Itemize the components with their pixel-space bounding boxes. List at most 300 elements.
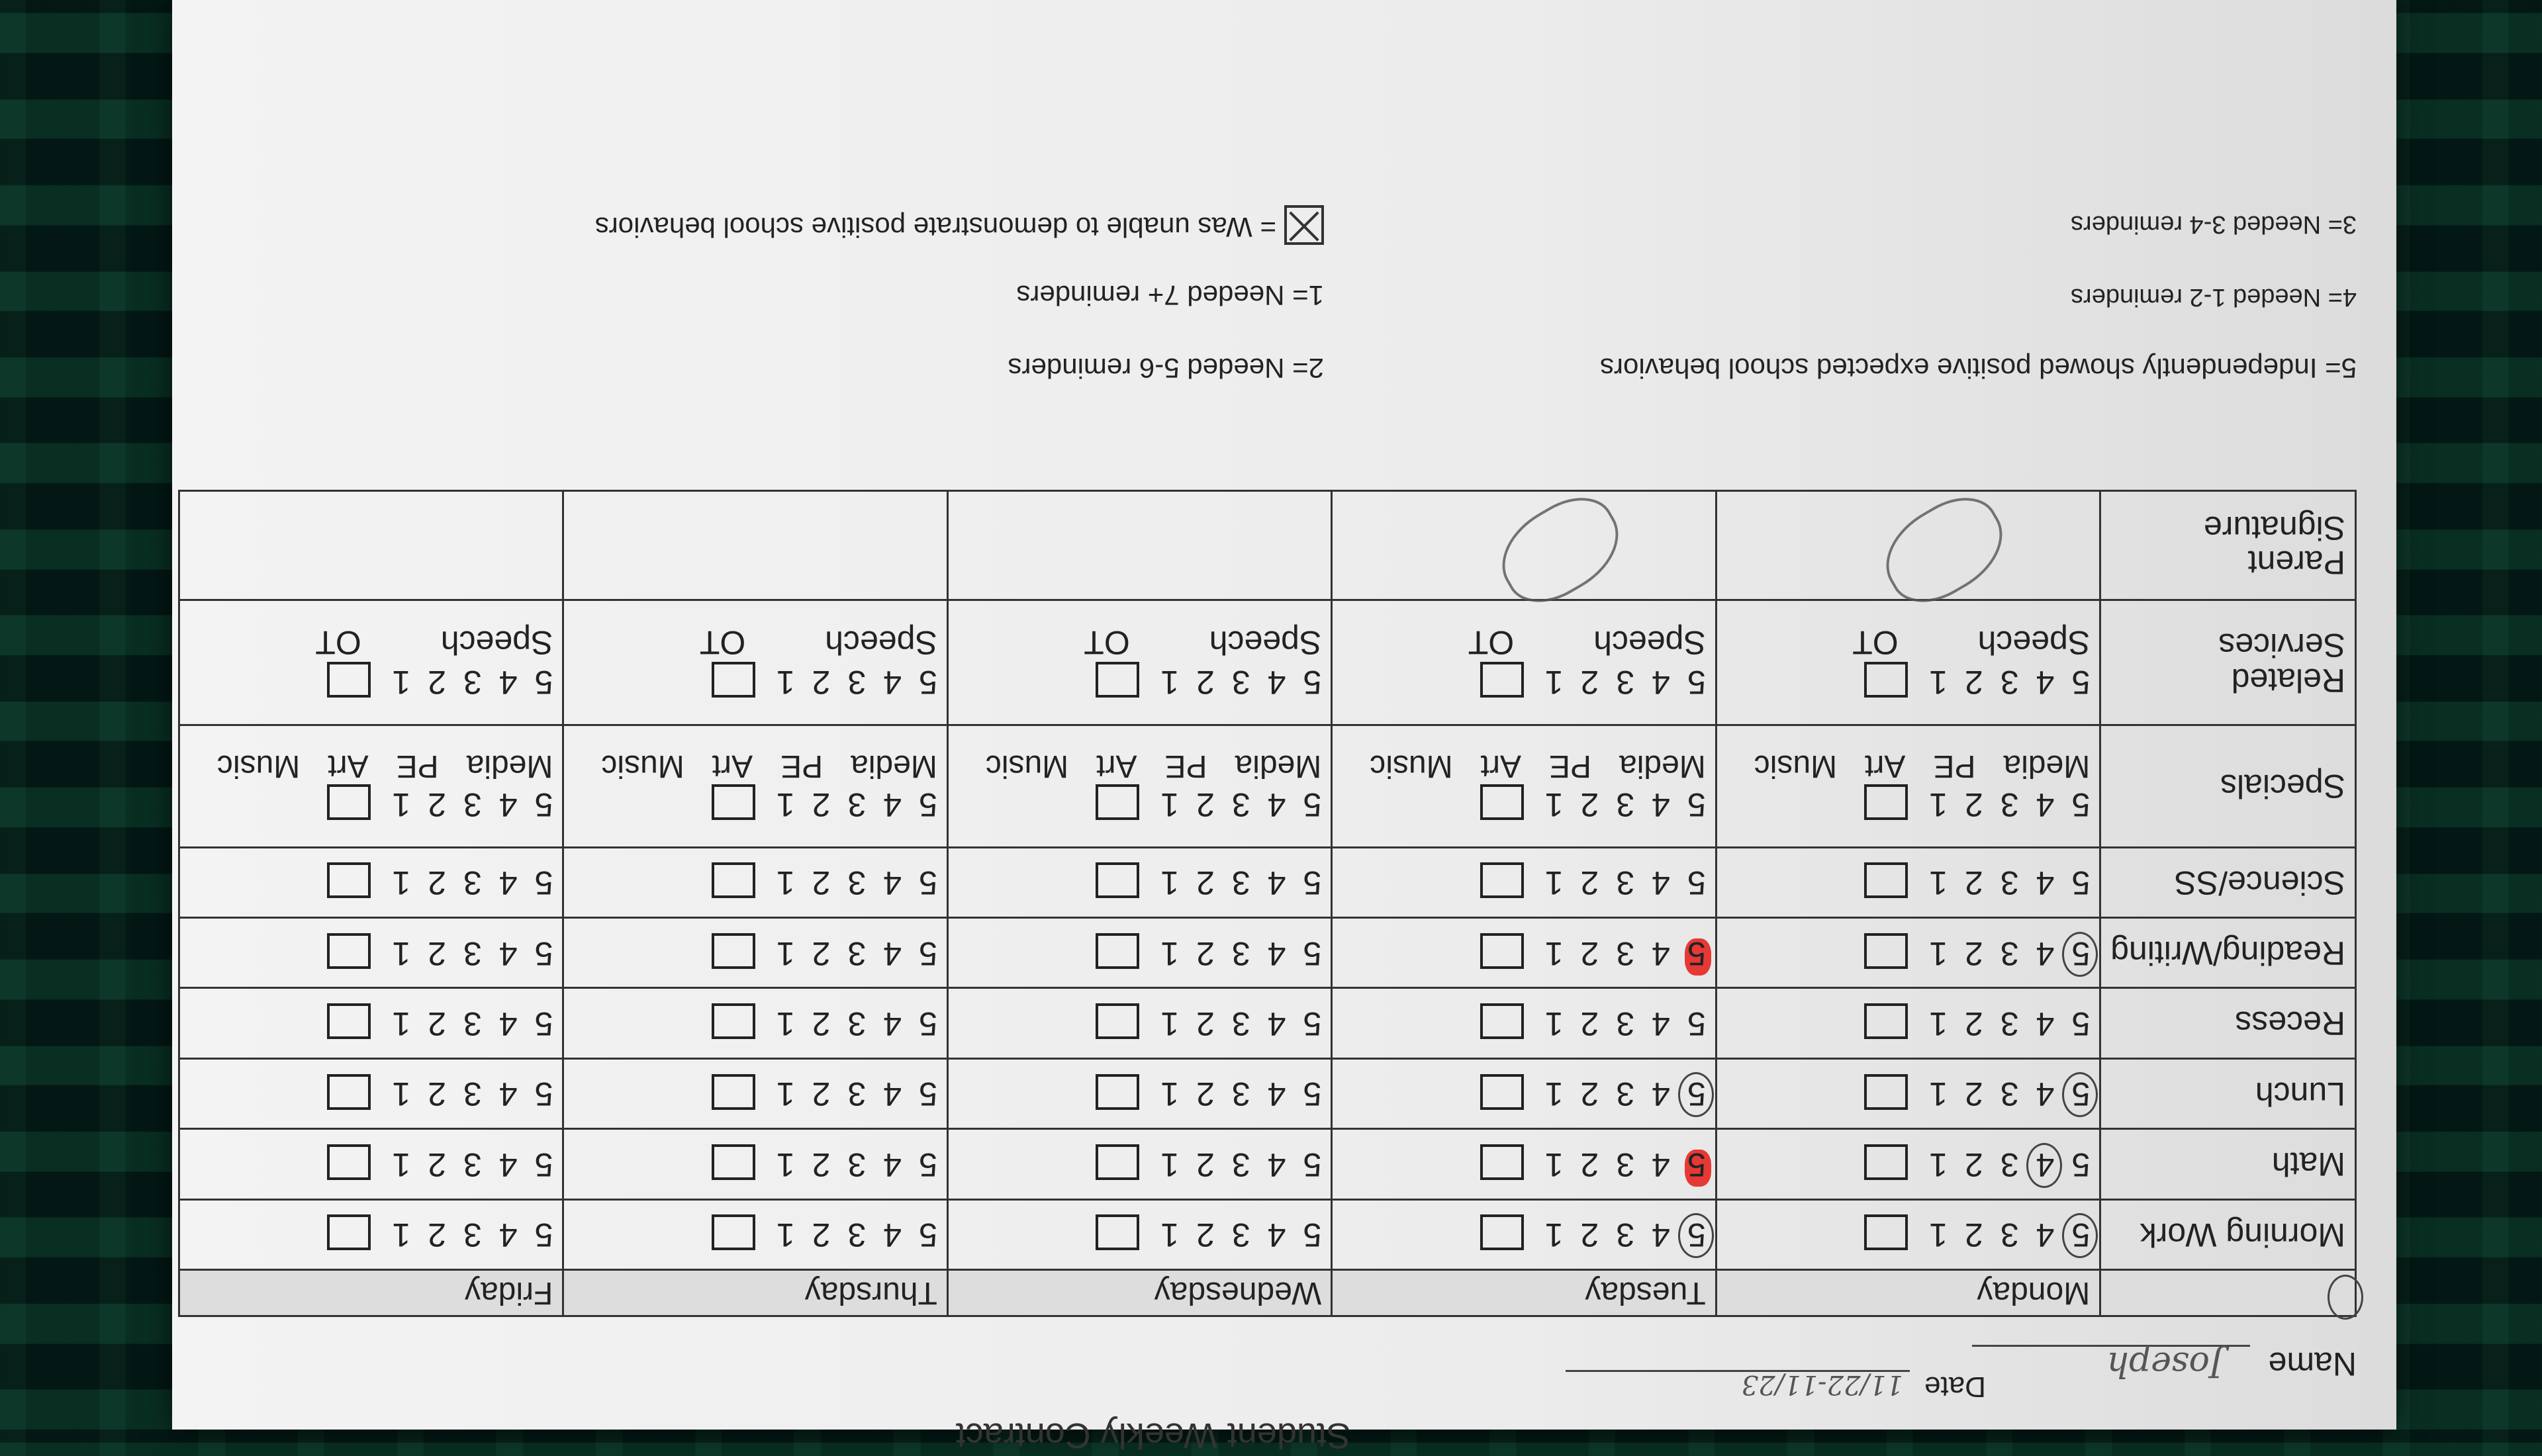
rating-number[interactable]: 3: [1229, 934, 1250, 972]
rating-number[interactable]: 4: [2033, 934, 2055, 972]
legend-5: 5= Independently showed positive expected school behaviors: [1600, 353, 2357, 384]
rating-number[interactable]: 4: [880, 786, 902, 824]
legend-3: 3= Needed 3-4 reminders: [2071, 210, 2357, 238]
related-option[interactable]: OT: [315, 624, 361, 662]
specials-option[interactable]: Art: [712, 749, 753, 784]
rating-number[interactable]: 3: [845, 663, 867, 701]
rating-number[interactable]: 5: [1300, 864, 1322, 902]
rating-number[interactable]: 5: [2069, 786, 2091, 824]
rating-number[interactable]: 2: [809, 1075, 831, 1113]
x-checkbox[interactable]: [1096, 784, 1139, 820]
rating-number[interactable]: 1: [1158, 934, 1180, 972]
rating-number[interactable]: 4: [1264, 1216, 1286, 1254]
rating-number[interactable]: 2: [425, 786, 446, 824]
rating-number[interactable]: 1: [773, 864, 795, 902]
rating-number[interactable]: 4: [1264, 663, 1286, 701]
rating-number[interactable]: 5: [1684, 1216, 1706, 1254]
specials-option[interactable]: Media: [466, 749, 553, 784]
x-checkbox[interactable]: [1864, 662, 1908, 698]
day-header: Tuesday: [1332, 1270, 1716, 1316]
rating-number[interactable]: 5: [1684, 1075, 1706, 1113]
rating-number[interactable]: 5: [1684, 1146, 1706, 1183]
specials-option[interactable]: Media: [1235, 749, 1322, 784]
rating-number[interactable]: 1: [773, 1216, 795, 1254]
rating-number[interactable]: 4: [496, 864, 518, 902]
rating-number[interactable]: 4: [880, 934, 902, 972]
x-checkbox[interactable]: [1864, 1214, 1908, 1250]
x-checkbox[interactable]: [327, 1074, 371, 1110]
rating-number[interactable]: 5: [916, 1075, 937, 1113]
rating-cell: [1716, 847, 2100, 917]
rating-number[interactable]: 3: [845, 864, 867, 902]
rating-number[interactable]: 3: [460, 1005, 482, 1043]
rating-cell: [1332, 1129, 1716, 1199]
rating-number[interactable]: 5: [532, 1075, 553, 1113]
specials-option[interactable]: Art: [1480, 749, 1521, 784]
rating-number[interactable]: 4: [880, 1075, 902, 1113]
related-rating: [1342, 662, 1705, 702]
rating-number[interactable]: 2: [1577, 1216, 1599, 1254]
rating-number[interactable]: 3: [1613, 1075, 1635, 1113]
rating-number[interactable]: 3: [1229, 1146, 1250, 1183]
related-option[interactable]: Speech: [1593, 624, 1706, 662]
rating-number[interactable]: 2: [1961, 1146, 1983, 1183]
rating-number[interactable]: 3: [1229, 864, 1250, 902]
rating-number[interactable]: 3: [460, 1216, 482, 1254]
specials-option[interactable]: Music: [601, 749, 684, 784]
x-checkbox[interactable]: [1096, 1214, 1139, 1250]
rating-number[interactable]: 4: [1649, 1146, 1670, 1183]
rating-number[interactable]: 2: [1194, 1005, 1215, 1043]
related-option[interactable]: OT: [1468, 624, 1515, 662]
rating-number[interactable]: 1: [773, 934, 795, 972]
rating-number[interactable]: 4: [880, 1216, 902, 1254]
x-checkbox[interactable]: [1864, 784, 1908, 820]
rating-number[interactable]: 2: [809, 786, 831, 824]
rating-number[interactable]: 1: [1158, 864, 1180, 902]
rating-number[interactable]: 3: [1229, 1216, 1250, 1254]
rating-number[interactable]: 5: [2069, 1216, 2091, 1254]
rating-number[interactable]: 2: [1577, 1146, 1599, 1183]
related-option[interactable]: OT: [699, 624, 746, 662]
rating-number[interactable]: 5: [1300, 663, 1322, 701]
rating-number[interactable]: 4: [880, 1146, 902, 1183]
related-services-cell: [563, 600, 947, 725]
signature-cell[interactable]: [179, 491, 563, 600]
rating-number[interactable]: 3: [1997, 1005, 2019, 1043]
rating-number[interactable]: 2: [1961, 934, 1983, 972]
rating-number[interactable]: 1: [773, 663, 795, 701]
rating-number[interactable]: 1: [1542, 1075, 1564, 1113]
specials-option[interactable]: PE: [780, 749, 824, 784]
rating-number[interactable]: 3: [845, 1005, 867, 1043]
rating-number[interactable]: 5: [1300, 1005, 1322, 1043]
rating-number[interactable]: 1: [389, 1005, 411, 1043]
rating-number[interactable]: 1: [1158, 786, 1180, 824]
rating-cell: [563, 847, 947, 917]
specials-option[interactable]: Media: [2003, 749, 2091, 784]
rating-number[interactable]: 5: [916, 663, 937, 701]
rating-number[interactable]: 2: [425, 663, 446, 701]
rating-number[interactable]: 5: [1300, 1075, 1322, 1113]
rating-number[interactable]: 2: [1577, 663, 1599, 701]
rating-cell: [1332, 847, 1716, 917]
rating-number[interactable]: 1: [1542, 934, 1564, 972]
rating-number[interactable]: 1: [1926, 663, 1948, 701]
rating-number[interactable]: 3: [460, 864, 482, 902]
x-checkbox[interactable]: [327, 1144, 371, 1180]
rating-number[interactable]: 2: [1577, 1005, 1599, 1043]
rating-number[interactable]: 5: [916, 1146, 937, 1183]
rating-number[interactable]: 3: [1613, 1005, 1635, 1043]
rating-number[interactable]: 5: [1684, 864, 1706, 902]
rating-number[interactable]: 2: [1577, 864, 1599, 902]
rating-number[interactable]: 4: [1264, 934, 1286, 972]
x-checkbox[interactable]: [712, 1003, 755, 1039]
rating-number[interactable]: 4: [2033, 1146, 2055, 1183]
rating-number[interactable]: 2: [1194, 1146, 1215, 1183]
rating-number[interactable]: 3: [845, 786, 867, 824]
rating-number[interactable]: 2: [1194, 663, 1215, 701]
x-checkbox[interactable]: [1864, 933, 1908, 969]
signature-cell[interactable]: [1332, 491, 1716, 600]
rating-number[interactable]: 2: [1577, 934, 1599, 972]
rating-number[interactable]: 5: [2069, 663, 2091, 701]
rating-number[interactable]: 3: [1229, 663, 1250, 701]
rating-number[interactable]: 1: [1926, 786, 1948, 824]
rating-number[interactable]: 5: [532, 864, 553, 902]
rating-number[interactable]: 1: [1926, 1075, 1948, 1113]
rating-number[interactable]: 4: [496, 663, 518, 701]
x-checkbox[interactable]: [1096, 1074, 1139, 1110]
rating-number[interactable]: 1: [1158, 663, 1180, 701]
rating-number[interactable]: 3: [1997, 786, 2019, 824]
rating-number[interactable]: 3: [1997, 864, 2019, 902]
x-checkbox[interactable]: [712, 1074, 755, 1110]
rating-number[interactable]: 3: [460, 934, 482, 972]
rating-number[interactable]: 1: [1542, 786, 1564, 824]
x-checkbox[interactable]: [1864, 1074, 1908, 1110]
rating-number[interactable]: 1: [1926, 1146, 1948, 1183]
rating-number[interactable]: 1: [1926, 1216, 1948, 1254]
rating-number[interactable]: 1: [1158, 1005, 1180, 1043]
rating-number[interactable]: 4: [496, 1146, 518, 1183]
rating-number[interactable]: 1: [773, 1146, 795, 1183]
rating-number[interactable]: 4: [496, 1216, 518, 1254]
rating-number[interactable]: 2: [1961, 1216, 1983, 1254]
rating-number[interactable]: 4: [1264, 1005, 1286, 1043]
specials-option[interactable]: PE: [396, 749, 439, 784]
rating-number[interactable]: 4: [880, 663, 902, 701]
rating-number[interactable]: 4: [1264, 786, 1286, 824]
rating-number[interactable]: 2: [809, 864, 831, 902]
x-checkbox[interactable]: [1096, 862, 1139, 898]
parent-signature-row: [179, 491, 2355, 600]
rating-number[interactable]: 1: [1926, 864, 1948, 902]
related-option[interactable]: Speech: [440, 624, 553, 662]
rating-number[interactable]: 1: [1542, 1216, 1564, 1254]
rating-number[interactable]: 2: [1194, 1075, 1215, 1113]
rating-number[interactable]: 4: [2033, 1075, 2055, 1113]
rating-number[interactable]: 3: [1613, 786, 1635, 824]
rating-number[interactable]: 3: [460, 1075, 482, 1113]
x-checkbox[interactable]: [1480, 1074, 1524, 1110]
specials-option[interactable]: Media: [851, 749, 937, 784]
rating-number[interactable]: 3: [1229, 1005, 1250, 1043]
rating-number[interactable]: 3: [1229, 1075, 1250, 1113]
x-checkbox[interactable]: [327, 784, 371, 820]
rating-number[interactable]: 2: [1577, 1075, 1599, 1113]
rating-number[interactable]: 3: [1613, 1216, 1635, 1254]
x-checkbox[interactable]: [327, 1214, 371, 1250]
rating-number[interactable]: 5: [916, 1005, 937, 1043]
rating-number[interactable]: 4: [1649, 786, 1670, 824]
rating-number[interactable]: 3: [1613, 864, 1635, 902]
rating-number[interactable]: 1: [1158, 1075, 1180, 1113]
rating-number[interactable]: 2: [1961, 786, 1983, 824]
rating-number[interactable]: 4: [1649, 1075, 1670, 1113]
rating-number[interactable]: 1: [1542, 1005, 1564, 1043]
related-option[interactable]: Speech: [825, 624, 937, 662]
rating-number[interactable]: 5: [2069, 1146, 2091, 1183]
x-checkbox[interactable]: [1864, 1003, 1908, 1039]
rating-number[interactable]: 5: [532, 934, 553, 972]
x-checkbox[interactable]: [1480, 1214, 1524, 1250]
rating-number[interactable]: 1: [1542, 864, 1564, 902]
rating-number[interactable]: 3: [460, 663, 482, 701]
x-checkbox[interactable]: [1480, 862, 1524, 898]
row-label: Math: [2100, 1129, 2356, 1199]
rating-number[interactable]: 1: [1158, 1146, 1180, 1183]
rating-number[interactable]: 3: [845, 1216, 867, 1254]
signature-cell[interactable]: [947, 491, 1331, 600]
rating-number[interactable]: 4: [2033, 1216, 2055, 1254]
specials-option[interactable]: Art: [328, 749, 369, 784]
rating-cell: [179, 988, 563, 1058]
x-checkbox[interactable]: [327, 662, 371, 698]
rating-number[interactable]: 3: [845, 1075, 867, 1113]
rating-number[interactable]: 4: [880, 1005, 902, 1043]
rating-number[interactable]: 2: [425, 1146, 446, 1183]
rating-number[interactable]: 1: [389, 1075, 411, 1113]
rating-number[interactable]: 5: [2069, 1075, 2091, 1113]
x-checkbox[interactable]: [712, 662, 755, 698]
rating-number[interactable]: 4: [1649, 934, 1670, 972]
rating-number[interactable]: 4: [496, 934, 518, 972]
specials-option[interactable]: Music: [1370, 749, 1453, 784]
related-option[interactable]: Speech: [1977, 624, 2091, 662]
rating-cell: [1716, 1129, 2100, 1199]
rating-number[interactable]: 2: [1961, 1005, 1983, 1043]
related-options: [573, 623, 937, 662]
rating-number[interactable]: 4: [496, 786, 518, 824]
x-checkbox[interactable]: [712, 1214, 755, 1250]
rating-number[interactable]: 5: [2069, 934, 2091, 972]
rating-number[interactable]: 3: [460, 1146, 482, 1183]
specials-option[interactable]: Art: [1096, 749, 1137, 784]
rating-number[interactable]: 5: [1300, 1146, 1322, 1183]
rating-number[interactable]: 1: [389, 663, 411, 701]
rating-number[interactable]: 3: [1613, 663, 1635, 701]
rating-number[interactable]: 2: [1194, 934, 1215, 972]
rating-number[interactable]: 2: [1194, 786, 1215, 824]
rating-number[interactable]: 2: [809, 1005, 831, 1043]
rating-number[interactable]: 4: [1264, 1075, 1286, 1113]
rating-number[interactable]: 4: [1264, 864, 1286, 902]
rating-number[interactable]: 1: [773, 1075, 795, 1113]
rating-number[interactable]: 4: [1649, 1216, 1670, 1254]
rating-number[interactable]: 5: [1684, 663, 1706, 701]
rating-number[interactable]: 2: [425, 864, 446, 902]
rating-number[interactable]: 5: [532, 663, 553, 701]
rating-number[interactable]: 1: [1542, 663, 1564, 701]
rating-number[interactable]: 5: [2069, 864, 2091, 902]
rating-number[interactable]: 5: [1684, 1005, 1706, 1043]
rating-number[interactable]: 5: [1300, 934, 1322, 972]
rating-number[interactable]: 2: [1194, 1216, 1215, 1254]
rating-number[interactable]: 3: [845, 1146, 867, 1183]
rating-cell: [563, 1129, 947, 1199]
specials-option[interactable]: Music: [1754, 749, 1838, 784]
x-checkbox[interactable]: [327, 933, 371, 969]
legend-2: 2= Needed 5-6 reminders: [1008, 353, 1324, 384]
rating-number[interactable]: 5: [1300, 786, 1322, 824]
day-header: Wednesday: [947, 1270, 1331, 1316]
rating-number[interactable]: 2: [1194, 864, 1215, 902]
x-checkbox[interactable]: [1864, 862, 1908, 898]
rating-number[interactable]: 2: [809, 934, 831, 972]
specials-option[interactable]: PE: [1164, 749, 1207, 784]
rating-number[interactable]: 4: [880, 864, 902, 902]
specials-option[interactable]: Music: [216, 749, 301, 784]
related-option[interactable]: OT: [1852, 624, 1899, 662]
specials-option[interactable]: Media: [1619, 749, 1706, 784]
rating-cell: [1332, 1199, 1716, 1269]
day-header-row: [179, 1270, 2355, 1316]
rating-number[interactable]: 4: [1649, 663, 1670, 701]
rating-number[interactable]: 1: [389, 1216, 411, 1254]
rating-number[interactable]: 5: [2069, 1005, 2091, 1043]
specials-option[interactable]: Music: [985, 749, 1069, 784]
rating-number[interactable]: 1: [1542, 1146, 1564, 1183]
x-checkbox[interactable]: [1096, 933, 1139, 969]
x-checkbox[interactable]: [1864, 1144, 1908, 1180]
rating-number[interactable]: 2: [809, 663, 831, 701]
rating-number[interactable]: 5: [1684, 934, 1706, 972]
rating-number[interactable]: 3: [1229, 786, 1250, 824]
x-checkbox[interactable]: [327, 862, 371, 898]
rating-number[interactable]: 1: [1926, 1005, 1948, 1043]
rating-number[interactable]: 4: [1649, 864, 1670, 902]
rating-number[interactable]: 3: [1997, 1216, 2019, 1254]
rating-number[interactable]: 3: [1997, 934, 2019, 972]
rating-number[interactable]: 2: [1961, 1075, 1983, 1113]
rating-number[interactable]: 2: [1961, 864, 1983, 902]
x-checkbox[interactable]: [712, 862, 755, 898]
rating-number[interactable]: 3: [460, 786, 482, 824]
specials-option[interactable]: Art: [1865, 749, 1906, 784]
rating-number[interactable]: 4: [496, 1075, 518, 1113]
x-checkbox[interactable]: [1096, 1003, 1139, 1039]
rating-number[interactable]: 5: [1300, 1216, 1322, 1254]
rating-number[interactable]: 1: [1926, 934, 1948, 972]
x-checkbox[interactable]: [712, 784, 755, 820]
specials-option[interactable]: PE: [1548, 749, 1591, 784]
rating-number[interactable]: 3: [1613, 934, 1635, 972]
rating-number[interactable]: 2: [425, 934, 446, 972]
rating-number[interactable]: 3: [1997, 663, 2019, 701]
rating-number[interactable]: 1: [389, 786, 411, 824]
x-checkbox[interactable]: [1096, 1144, 1139, 1180]
row-label: Science/SS: [2100, 847, 2356, 917]
rating-number[interactable]: 2: [1961, 663, 1983, 701]
specials-option[interactable]: PE: [1933, 749, 1976, 784]
rating-number[interactable]: 5: [916, 864, 937, 902]
x-checkbox[interactable]: [1480, 662, 1524, 698]
rating-number[interactable]: 1: [389, 934, 411, 972]
rating-number[interactable]: 5: [532, 1216, 553, 1254]
x-checkbox[interactable]: [327, 1003, 371, 1039]
related-option[interactable]: OT: [1084, 624, 1130, 662]
rating-number[interactable]: 2: [1577, 786, 1599, 824]
rating-number[interactable]: 2: [809, 1146, 831, 1183]
signature-cell[interactable]: [1716, 491, 2100, 600]
rating-number[interactable]: 3: [1997, 1146, 2019, 1183]
x-checkbox[interactable]: [1480, 933, 1524, 969]
rating-number[interactable]: 5: [1684, 786, 1706, 824]
rating-number[interactable]: 1: [773, 786, 795, 824]
x-checkbox[interactable]: [1480, 1003, 1524, 1039]
rating-number[interactable]: 2: [425, 1216, 446, 1254]
rating-number[interactable]: 4: [496, 1005, 518, 1043]
sheet-content: [199, 0, 2370, 1455]
rating-number[interactable]: 3: [1997, 1075, 2019, 1113]
rating-number[interactable]: 3: [845, 934, 867, 972]
rating-number[interactable]: 5: [916, 786, 937, 824]
signature-cell[interactable]: [563, 491, 947, 600]
rating-number[interactable]: 1: [389, 864, 411, 902]
rating-number[interactable]: 5: [532, 786, 553, 824]
rating-number[interactable]: 3: [1613, 1146, 1635, 1183]
rating-number[interactable]: 1: [1158, 1216, 1180, 1254]
rating-number[interactable]: 1: [773, 1005, 795, 1043]
x-checkbox[interactable]: [712, 933, 755, 969]
rating-number[interactable]: 4: [1649, 1005, 1670, 1043]
x-checkbox[interactable]: [712, 1144, 755, 1180]
rating-number[interactable]: 4: [2033, 864, 2055, 902]
rating-number[interactable]: 5: [916, 934, 937, 972]
rating-number[interactable]: 4: [2033, 1005, 2055, 1043]
related-services-cell: [947, 600, 1331, 725]
rating-number[interactable]: 5: [532, 1146, 553, 1183]
rating-number[interactable]: 4: [2033, 663, 2055, 701]
rating-number[interactable]: 2: [425, 1005, 446, 1043]
rating-number[interactable]: 2: [425, 1075, 446, 1113]
rating-number[interactable]: 4: [1264, 1146, 1286, 1183]
x-checkbox[interactable]: [1480, 1144, 1524, 1180]
rating-number[interactable]: 5: [916, 1216, 937, 1254]
x-checkbox[interactable]: [1480, 784, 1524, 820]
rating-number[interactable]: 2: [809, 1216, 831, 1254]
x-checkbox[interactable]: [1096, 662, 1139, 698]
rating-number[interactable]: 5: [532, 1005, 553, 1043]
related-option[interactable]: Speech: [1209, 624, 1322, 662]
rating-number[interactable]: 1: [389, 1146, 411, 1183]
rating-cell: [563, 1199, 947, 1269]
signature-scribble: [1485, 482, 1635, 618]
rating-number[interactable]: 4: [2033, 786, 2055, 824]
day-header: Thursday: [563, 1270, 947, 1316]
